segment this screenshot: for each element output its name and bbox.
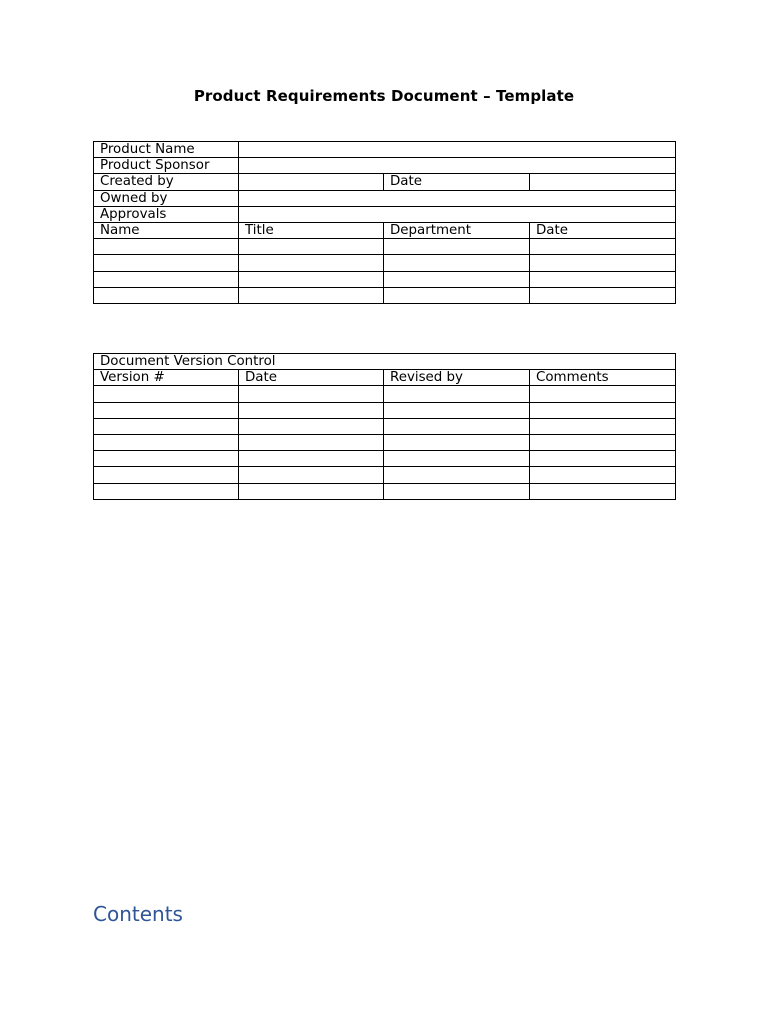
version-row-cell[interactable] [94, 418, 239, 434]
version-row-cell[interactable] [530, 467, 676, 483]
approvals-label: Approvals [94, 206, 239, 222]
approvals-row [94, 206, 676, 222]
owned-by-label: Owned by [94, 190, 239, 206]
product-name-row [94, 142, 676, 158]
version-row-cell[interactable] [94, 483, 239, 499]
owned-by-row [94, 190, 676, 206]
version-row-cell[interactable] [239, 402, 384, 418]
approval-row-cell[interactable] [94, 255, 239, 271]
version-control-title-row [94, 354, 676, 370]
product-info-table [93, 141, 676, 304]
approval-row-cell[interactable] [94, 287, 239, 303]
created-date-value-cell[interactable] [530, 174, 676, 190]
version-header-date: Date [239, 370, 384, 386]
approval-row-cell[interactable] [239, 239, 384, 255]
approval-row-cell[interactable] [239, 271, 384, 287]
version-row [94, 451, 676, 467]
created-by-value-cell[interactable] [239, 174, 384, 190]
version-row-cell[interactable] [530, 402, 676, 418]
version-row-cell[interactable] [384, 451, 530, 467]
version-row-cell[interactable] [384, 418, 530, 434]
version-row [94, 386, 676, 402]
document-title: Product Requirements Document – Template [193, 87, 575, 105]
version-row-cell[interactable] [239, 434, 384, 450]
version-row-cell[interactable] [239, 451, 384, 467]
approval-row-cell[interactable] [384, 271, 530, 287]
version-row-cell[interactable] [239, 418, 384, 434]
approval-row [94, 271, 676, 287]
approvals-header-title: Title [239, 222, 384, 238]
version-row [94, 402, 676, 418]
version-row-cell[interactable] [239, 483, 384, 499]
approval-row-cell[interactable] [384, 239, 530, 255]
version-header-row [94, 370, 676, 386]
version-row-cell[interactable] [530, 418, 676, 434]
owned-by-value-cell[interactable] [239, 190, 676, 206]
version-row-cell[interactable] [94, 386, 239, 402]
created-date-label: Date [384, 174, 530, 190]
approval-row-cell[interactable] [530, 287, 676, 303]
approvals-value-cell[interactable] [239, 206, 676, 222]
approvals-header-row [94, 222, 676, 238]
approvals-header-name: Name [94, 222, 239, 238]
product-name-value-cell[interactable] [239, 142, 676, 158]
version-row [94, 434, 676, 450]
approval-row-cell[interactable] [530, 239, 676, 255]
version-row-cell[interactable] [384, 483, 530, 499]
approval-row-cell[interactable] [239, 255, 384, 271]
version-row-cell[interactable] [384, 402, 530, 418]
version-row [94, 418, 676, 434]
version-row-cell[interactable] [530, 386, 676, 402]
approval-row [94, 255, 676, 271]
contents-heading: Contents [93, 902, 183, 926]
approval-row-cell[interactable] [530, 255, 676, 271]
version-row-cell[interactable] [94, 467, 239, 483]
approval-rows [94, 239, 676, 304]
product-sponsor-label: Product Sponsor [94, 158, 239, 174]
version-row-cell[interactable] [94, 451, 239, 467]
approval-row-cell[interactable] [384, 287, 530, 303]
version-row-cell[interactable] [384, 434, 530, 450]
version-row-cell[interactable] [239, 386, 384, 402]
version-row [94, 467, 676, 483]
version-header-version: Version # [94, 370, 239, 386]
version-row [94, 483, 676, 499]
version-row-cell[interactable] [384, 467, 530, 483]
approval-row-cell[interactable] [94, 239, 239, 255]
version-row-cell[interactable] [530, 483, 676, 499]
product-name-label: Product Name [94, 142, 239, 158]
version-row-cell[interactable] [94, 434, 239, 450]
version-row-cell[interactable] [384, 386, 530, 402]
version-header-comments: Comments [530, 370, 676, 386]
created-by-row [94, 174, 676, 190]
version-rows [94, 386, 676, 499]
version-control-title: Document Version Control [94, 354, 676, 370]
approval-row [94, 287, 676, 303]
approvals-header-department: Department [384, 222, 530, 238]
product-sponsor-row [94, 158, 676, 174]
approval-row-cell[interactable] [384, 255, 530, 271]
product-sponsor-value-cell[interactable] [239, 158, 676, 174]
version-row-cell[interactable] [530, 451, 676, 467]
approval-row-cell[interactable] [239, 287, 384, 303]
version-header-revised-by: Revised by [384, 370, 530, 386]
version-row-cell[interactable] [239, 467, 384, 483]
created-by-label: Created by [94, 174, 239, 190]
approval-row [94, 239, 676, 255]
approval-row-cell[interactable] [530, 271, 676, 287]
version-row-cell[interactable] [94, 402, 239, 418]
approvals-header-date: Date [530, 222, 676, 238]
version-row-cell[interactable] [530, 434, 676, 450]
version-control-table [93, 353, 676, 500]
approval-row-cell[interactable] [94, 271, 239, 287]
